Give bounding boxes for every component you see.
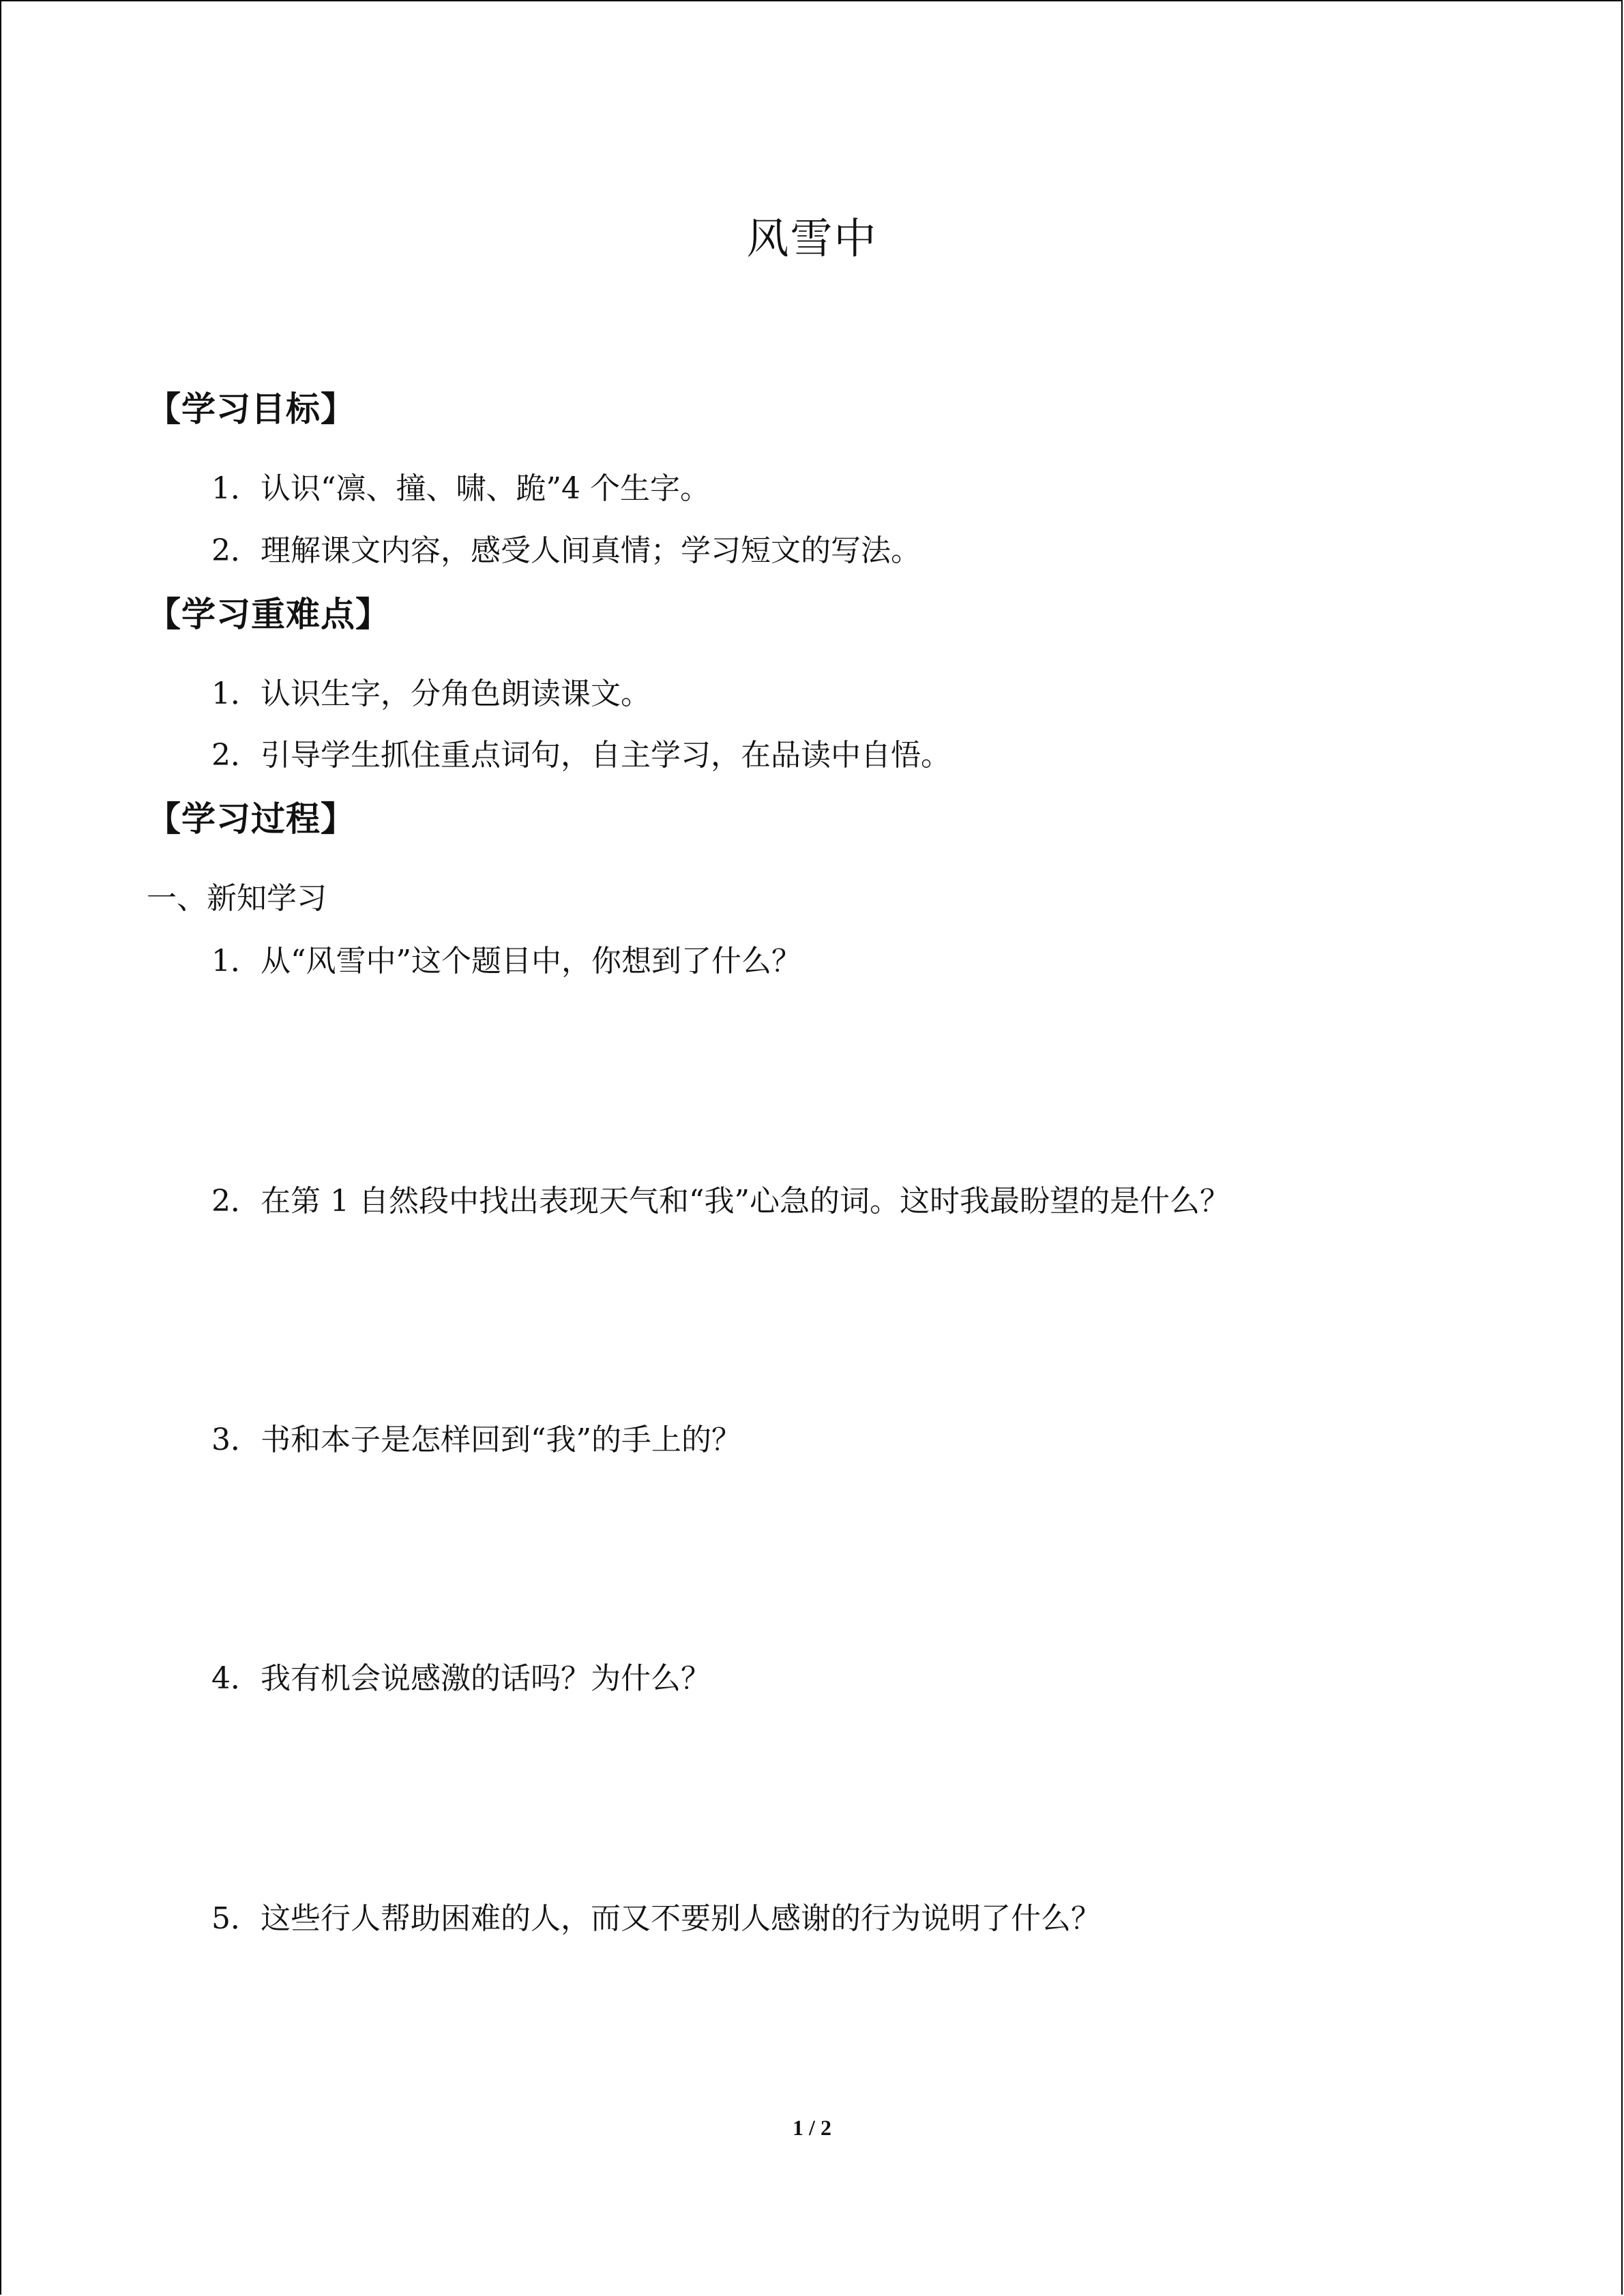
page-title: 风雪中 <box>746 213 878 263</box>
question-5: 5．这些行人帮助困难的人，而又不要别人感谢的行为说明了什么？ <box>211 1901 1101 1936</box>
question-4: 4．我有机会说感激的话吗？为什么？ <box>211 1661 711 1696</box>
subsection-new-knowledge: 一、新知学习 <box>147 881 327 916</box>
heading-process: 【学习过程】 <box>147 799 355 839</box>
heading-key-points: 【学习重难点】 <box>147 595 390 634</box>
heading-objectives: 【学习目标】 <box>147 389 355 429</box>
question-3: 3．书和本子是怎样回到“我”的手上的？ <box>211 1422 741 1457</box>
objective-item-2: 2．理解课文内容，感受人间真情；学习短文的写法。 <box>211 533 921 568</box>
objective-item-1: 1．认识“凛、撞、啸、跪”4 个生字。 <box>211 471 710 506</box>
key-point-item-1: 1．认识生字，分角色朗读课文。 <box>211 676 651 711</box>
question-2: 2．在第 1 自然段中找出表现天气和“我”心急的词。这时我最盼望的是什么？ <box>211 1184 1230 1219</box>
question-1: 1．从“风雪中”这个题目中，你想到了什么？ <box>211 944 801 979</box>
page-number: 1 / 2 <box>793 2115 831 2140</box>
key-point-item-2: 2．引导学生抓住重点词句，自主学习，在品读中自悟。 <box>211 738 951 773</box>
